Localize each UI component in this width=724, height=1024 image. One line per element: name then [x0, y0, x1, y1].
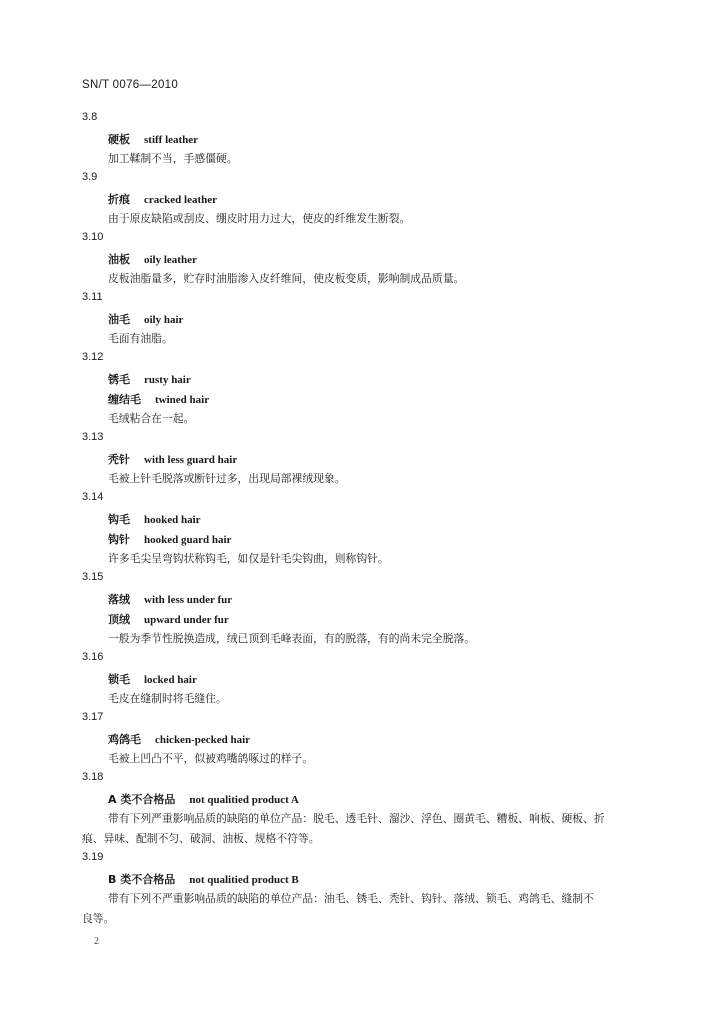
clause-number: 3.8	[82, 111, 98, 123]
definition-text: 毛面有油脂。	[108, 332, 173, 345]
term-row	[108, 871, 299, 887]
clause-number: 3.19	[82, 851, 104, 863]
definition-text: 良等。	[82, 912, 115, 925]
term-english: with less guard hair	[144, 454, 238, 466]
term-english: oily leather	[144, 254, 197, 266]
term-row	[108, 131, 198, 147]
term-row	[108, 671, 197, 687]
clause-number: 3.14	[82, 491, 104, 503]
clause-number: 3.16	[82, 651, 104, 663]
term-chinese: 锈毛	[108, 373, 130, 386]
term-english: upward under fur	[144, 614, 229, 626]
term-english: hooked hair	[144, 514, 201, 526]
term-english: oily hair	[144, 314, 184, 326]
definition-text: 毛被上针毛脱落或断针过多，出现局部裸绒现象。	[108, 472, 346, 485]
term-chinese: 缠结毛	[108, 393, 141, 406]
term-english: chicken-pecked hair	[155, 734, 251, 746]
term-chinese: 硬板	[108, 133, 130, 146]
definition-text: 由于原皮缺陷或刮皮、绷皮时用力过大，使皮的纤维发生断裂。	[108, 212, 411, 225]
term-chinese: 锁毛	[108, 673, 130, 686]
term-chinese: B 类不合格品	[108, 873, 176, 886]
term-chinese: 油板	[108, 253, 130, 266]
definition-text: 带有下列严重影响品质的缺陷的单位产品：脱毛、透毛针、溜沙、浮色、圈黄毛、糟板、响板、硬板、折	[108, 812, 605, 825]
term-english: locked hair	[144, 674, 197, 686]
definition-text: 加工鞣制不当，手感僵硬。	[108, 152, 238, 165]
term-row	[108, 531, 231, 547]
clause-number: 3.12	[82, 351, 104, 363]
term-row	[108, 611, 229, 627]
term-english: with less under fur	[144, 594, 233, 606]
definition-text: 毛皮在缝制时将毛缝住。	[108, 692, 227, 705]
term-chinese: 秃针	[108, 453, 130, 466]
term-english: not qualitied product B	[189, 874, 299, 886]
clause-number: 3.13	[82, 431, 104, 443]
term-chinese: 油毛	[108, 313, 130, 326]
definition-text: 皮板油脂量多，贮存时油脂渗入皮纤维间，使皮板变质，影响制成品质量。	[108, 272, 465, 285]
term-chinese: 落绒	[108, 593, 130, 606]
definition-text: 许多毛尖呈弯钩状称钩毛，如仅是针毛尖钩曲，则称钩针。	[108, 552, 389, 565]
term-row	[108, 191, 217, 207]
clause-number: 3.18	[82, 771, 104, 783]
term-chinese: 钩针	[108, 533, 130, 546]
term-english: rusty hair	[144, 374, 191, 386]
definition-text: 一般为季节性脱换造成，绒已顶到毛峰表面，有的脱落，有的尚未完全脱落。	[108, 632, 476, 645]
term-row	[108, 511, 201, 527]
term-row	[108, 731, 250, 747]
clause-number: 3.15	[82, 571, 104, 583]
term-row	[108, 391, 209, 407]
term-english: cracked leather	[144, 194, 217, 206]
clause-number: 3.11	[82, 291, 103, 303]
term-row	[108, 371, 191, 387]
standard-number-header: SN/T 0076—2010	[82, 79, 179, 91]
definition-text: 毛被上凹凸不平，似被鸡嘴鸽啄过的样子。	[108, 752, 314, 765]
definition-text: 毛绒粘合在一起。	[108, 412, 195, 425]
term-english: hooked guard hair	[144, 534, 232, 546]
term-english: stiff leather	[144, 134, 199, 146]
definition-text: 痕、异味、配制不匀、破洞、油板、规格不符等。	[82, 832, 320, 845]
term-chinese: A 类不合格品	[108, 793, 176, 806]
term-row	[108, 591, 232, 607]
term-row	[108, 791, 299, 807]
term-chinese: 钩毛	[108, 513, 130, 526]
clause-number: 3.10	[82, 231, 104, 243]
definition-text: 带有下列不严重影响品质的缺陷的单位产品：油毛、锈毛、秃针、钩针、落绒、锁毛、鸡鸽毛、缝制不	[108, 892, 594, 905]
term-english: twined hair	[155, 394, 210, 406]
term-english: not qualitied product A	[189, 794, 299, 806]
term-row	[108, 251, 197, 267]
term-chinese: 折痕	[108, 193, 130, 206]
clause-number: 3.9	[82, 171, 98, 183]
term-row	[108, 451, 237, 467]
term-row	[108, 311, 183, 327]
page-number: 2	[94, 936, 99, 947]
clause-number: 3.17	[82, 711, 104, 723]
term-chinese: 顶绒	[108, 613, 130, 626]
term-chinese: 鸡鸽毛	[108, 733, 141, 746]
